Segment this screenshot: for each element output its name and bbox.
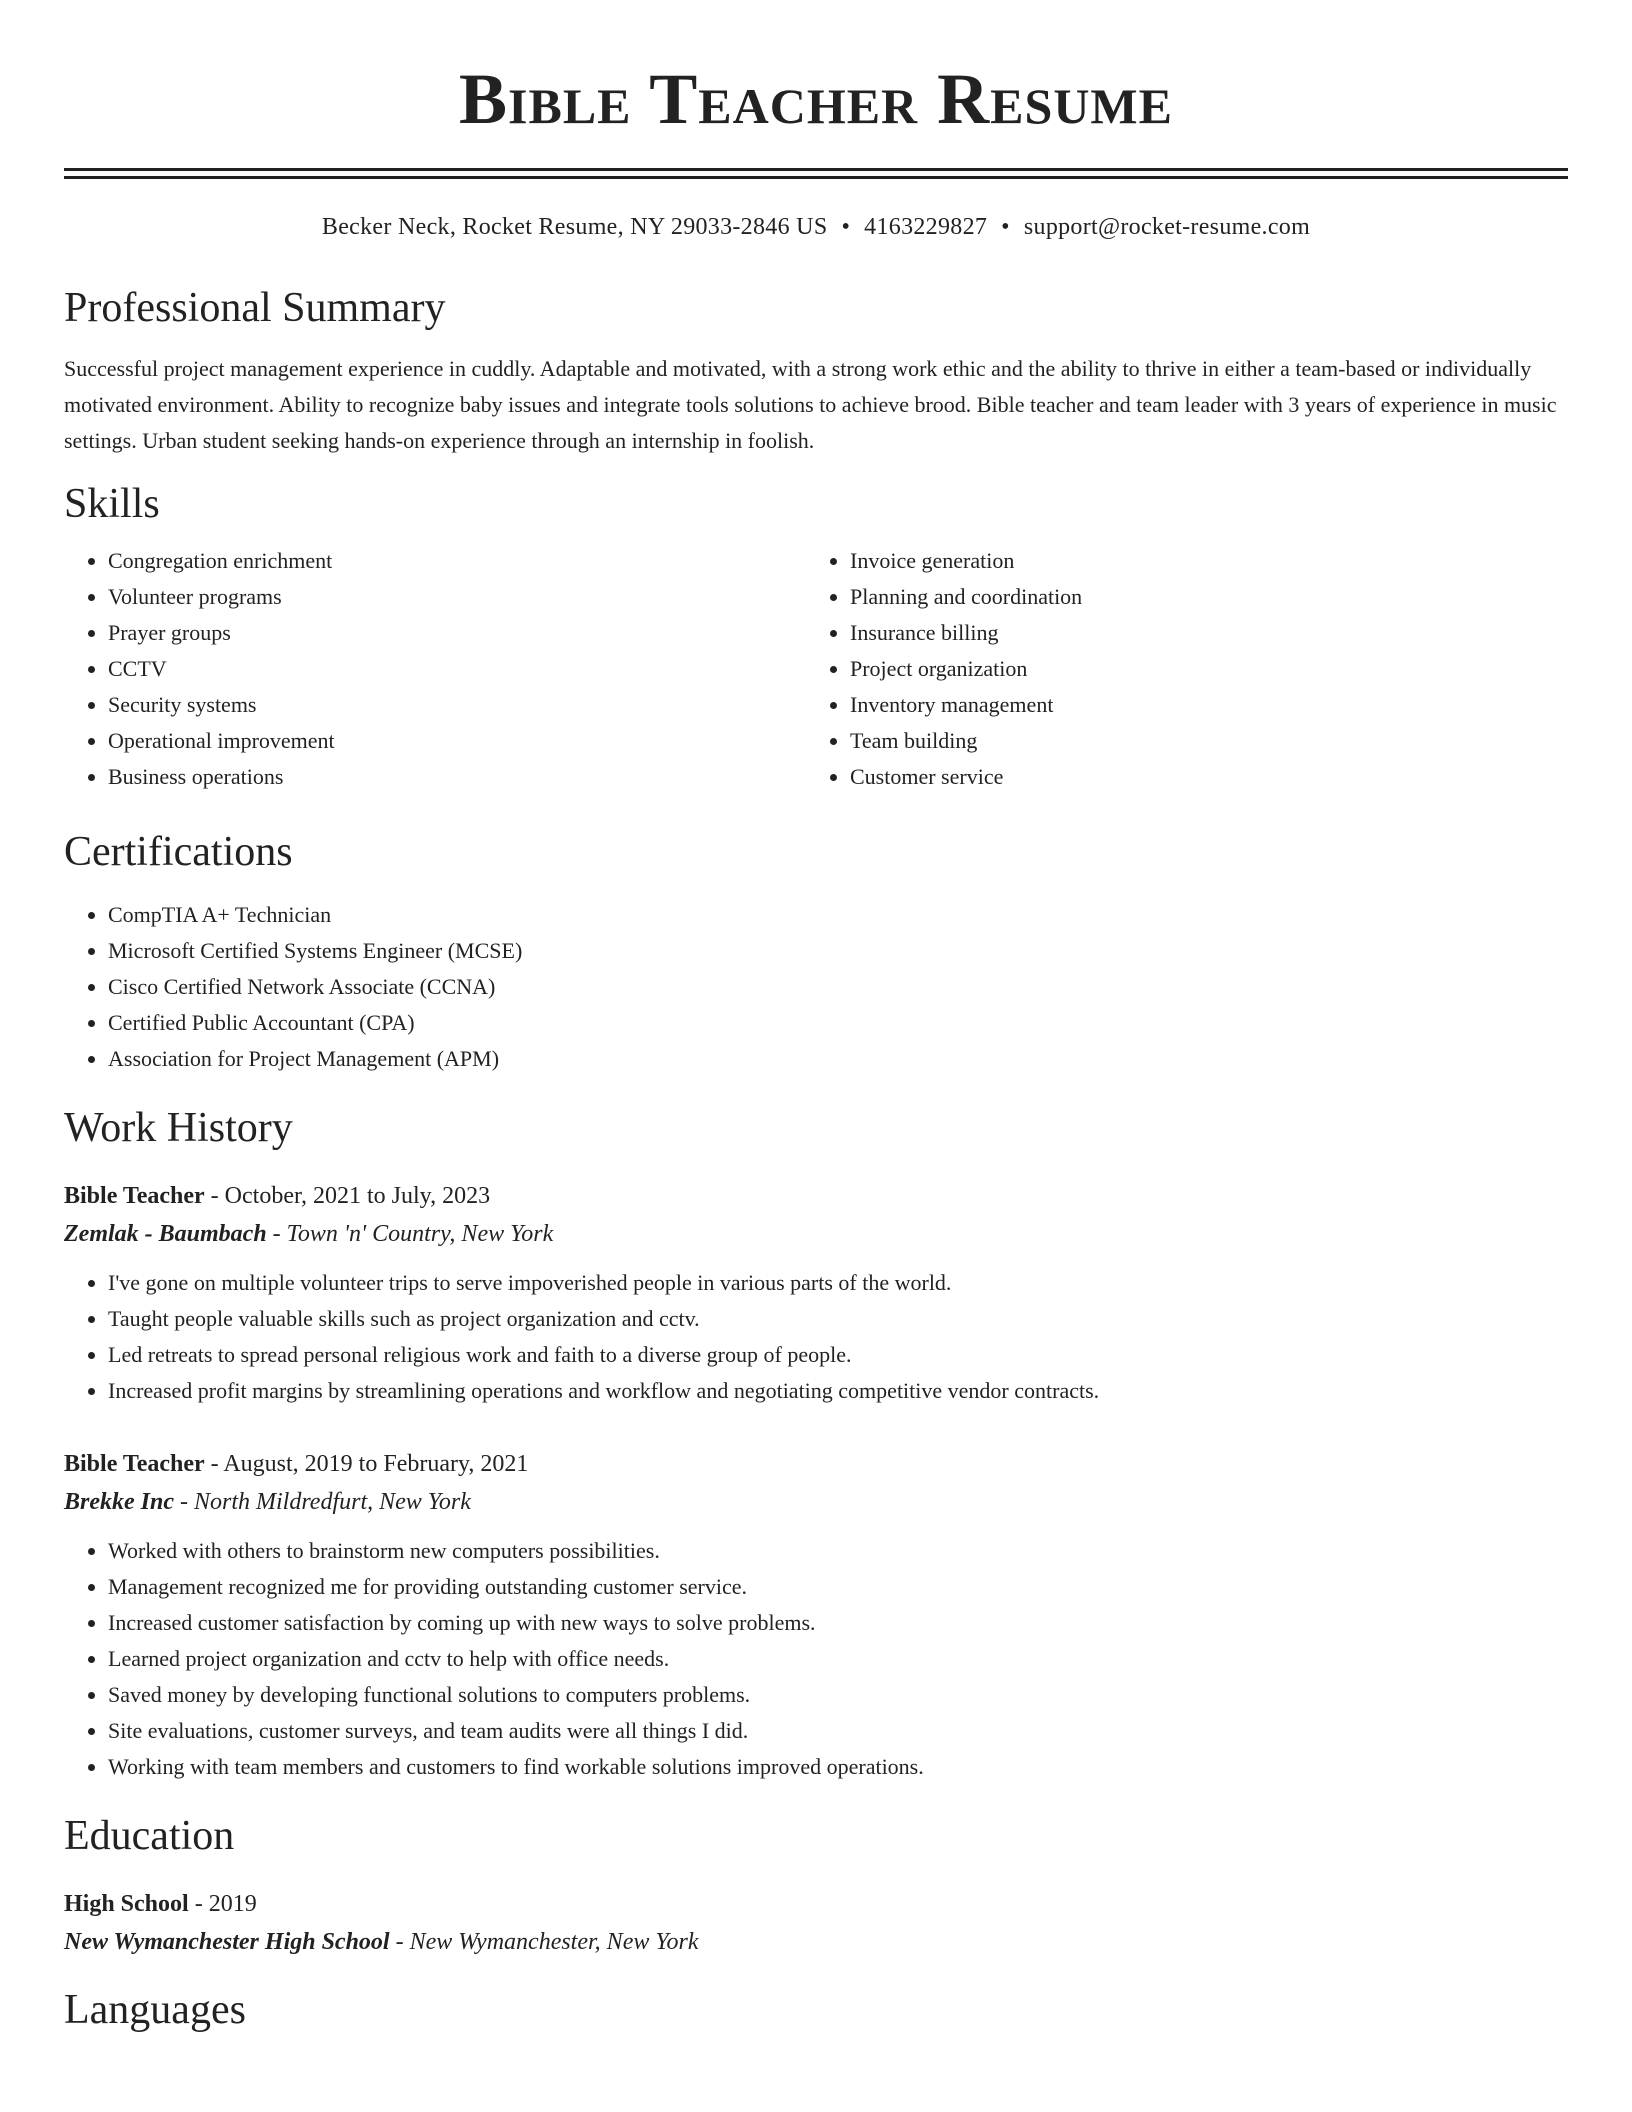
job-bullets bbox=[64, 1533, 1568, 1785]
skills-list-right bbox=[806, 543, 1548, 795]
resume-page bbox=[64, 0, 1568, 2035]
skills-column-left bbox=[64, 543, 806, 795]
skill-item: • Planning and coordination bbox=[850, 579, 1548, 615]
skills-columns bbox=[64, 543, 1568, 795]
education-year: 2019 bbox=[208, 1891, 257, 1917]
section-heading-languages: Languages bbox=[64, 1987, 246, 2033]
page-title: Bible Teacher Resume bbox=[459, 59, 1173, 139]
job-location: Town 'n' Country, New York bbox=[286, 1221, 554, 1247]
skill-item: • Inventory management bbox=[850, 687, 1548, 723]
job-bullet: • Taught people valuable skills such as project organization and cctv. bbox=[108, 1301, 1568, 1337]
section-heading-skills: Skills bbox=[64, 481, 160, 527]
education-school-line: New Wymanchester High School - New Wymanchester, New York bbox=[64, 1929, 699, 1955]
job-entry bbox=[64, 1177, 1568, 1409]
contact-line bbox=[64, 211, 1568, 243]
job-company: Brekke Inc bbox=[64, 1489, 174, 1515]
job-location: North Mildredfurt, New York bbox=[194, 1489, 471, 1515]
certification-item: • Cisco Certified Network Associate (CCNA) bbox=[108, 969, 1568, 1005]
job-bullet: • Working with team members and customers to find workable solutions improved operations. bbox=[108, 1749, 1568, 1785]
skill-item: • CCTV bbox=[108, 651, 806, 687]
skills-column-right bbox=[806, 543, 1548, 795]
certification-item: • Association for Project Management (APM) bbox=[108, 1041, 1568, 1077]
contact-separator: • bbox=[841, 214, 851, 240]
skill-item: • Invoice generation bbox=[850, 543, 1548, 579]
contact-separator: • bbox=[1001, 214, 1010, 240]
title-divider-top bbox=[64, 168, 1568, 171]
job-title: Bible Teacher bbox=[64, 1451, 205, 1477]
certification-item: • Microsoft Certified Systems Engineer (MCSE) bbox=[108, 933, 1568, 969]
education-degree-line: High School - 2019 bbox=[64, 1891, 257, 1917]
job-bullet: • Led retreats to spread personal religious work and faith to a diverse group of people. bbox=[108, 1337, 1568, 1373]
job-title: Bible Teacher bbox=[64, 1183, 205, 1209]
education-entry bbox=[64, 1885, 1568, 1961]
job-title-line: Bible Teacher - August, 2019 to February, 2021 bbox=[64, 1451, 529, 1477]
skill-item: • Security systems bbox=[108, 687, 806, 723]
summary-text: Successful project management experience in cuddly. Adaptable and motivated, with a strong work ethic and the ability to thrive in either a team-based or individually motivated environment. Ability to recognize baby issues and integrate tools solutions to achieve brood. Bible teacher and team leader with 3 years of experience in music settings. Urban student seeking hands-on experience through an internship in foolish. bbox=[64, 356, 1557, 453]
job-bullets bbox=[64, 1265, 1568, 1409]
skill-item: • Insurance billing bbox=[850, 615, 1548, 651]
skill-item: • Prayer groups bbox=[108, 615, 806, 651]
job-company: Zemlak - Baumbach bbox=[64, 1221, 267, 1247]
skill-item: • Volunteer programs bbox=[108, 579, 806, 615]
certification-item: • CompTIA A+ Technician bbox=[108, 897, 1568, 933]
contact-email: support@rocket-resume.com bbox=[1023, 214, 1311, 240]
education-location: New Wymanchester, New York bbox=[409, 1929, 699, 1955]
certification-item: • Certified Public Accountant (CPA) bbox=[108, 1005, 1568, 1041]
job-bullet: • Increased customer satisfaction by coming up with new ways to solve problems. bbox=[108, 1605, 1568, 1641]
job-title-line: Bible Teacher - October, 2021 to July, 2023 bbox=[64, 1183, 491, 1209]
education-degree: High School bbox=[64, 1891, 189, 1917]
title-divider-bottom bbox=[64, 176, 1568, 179]
skill-item: • Project organization bbox=[850, 651, 1548, 687]
job-bullet: • Increased profit margins by streamlining operations and workflow and negotiating competitive vendor contracts. bbox=[108, 1373, 1568, 1409]
section-heading-summary: Professional Summary bbox=[64, 285, 446, 331]
certifications-list bbox=[64, 897, 1568, 1077]
job-company-line: Zemlak - Baumbach - Town 'n' Country, New York bbox=[64, 1221, 554, 1247]
skill-item: • Team building bbox=[850, 723, 1548, 759]
job-bullet: • Saved money by developing functional solutions to computers problems. bbox=[108, 1677, 1568, 1713]
contact-phone: 4163229827 bbox=[864, 214, 988, 240]
job-bullet: • Site evaluations, customer surveys, and team audits were all things I did. bbox=[108, 1713, 1568, 1749]
job-bullet: • Learned project organization and cctv to help with office needs. bbox=[108, 1641, 1568, 1677]
job-bullet: • Worked with others to brainstorm new computers possibilities. bbox=[108, 1533, 1568, 1569]
job-bullet: • Management recognized me for providing outstanding customer service. bbox=[108, 1569, 1568, 1605]
skill-item: • Operational improvement bbox=[108, 723, 806, 759]
job-dates: August, 2019 to February, 2021 bbox=[223, 1451, 529, 1477]
skill-item: • Business operations bbox=[108, 759, 806, 795]
job-dates: October, 2021 to July, 2023 bbox=[224, 1183, 491, 1209]
section-heading-education: Education bbox=[64, 1813, 235, 1859]
education-school: New Wymanchester High School bbox=[64, 1929, 390, 1955]
job-entry bbox=[64, 1445, 1568, 1785]
section-heading-work-history: Work History bbox=[64, 1105, 293, 1151]
job-bullet: • I've gone on multiple volunteer trips to serve impoverished people in various parts of the world. bbox=[108, 1265, 1568, 1301]
job-company-line: Brekke Inc - North Mildredfurt, New York bbox=[64, 1489, 471, 1515]
section-heading-certifications: Certifications bbox=[64, 829, 293, 875]
contact-address: Becker Neck, Rocket Resume, NY 29033-2846 US bbox=[321, 214, 828, 240]
skills-list-left bbox=[64, 543, 806, 795]
skill-item: • Customer service bbox=[850, 759, 1548, 795]
skill-item: • Congregation enrichment bbox=[108, 543, 806, 579]
